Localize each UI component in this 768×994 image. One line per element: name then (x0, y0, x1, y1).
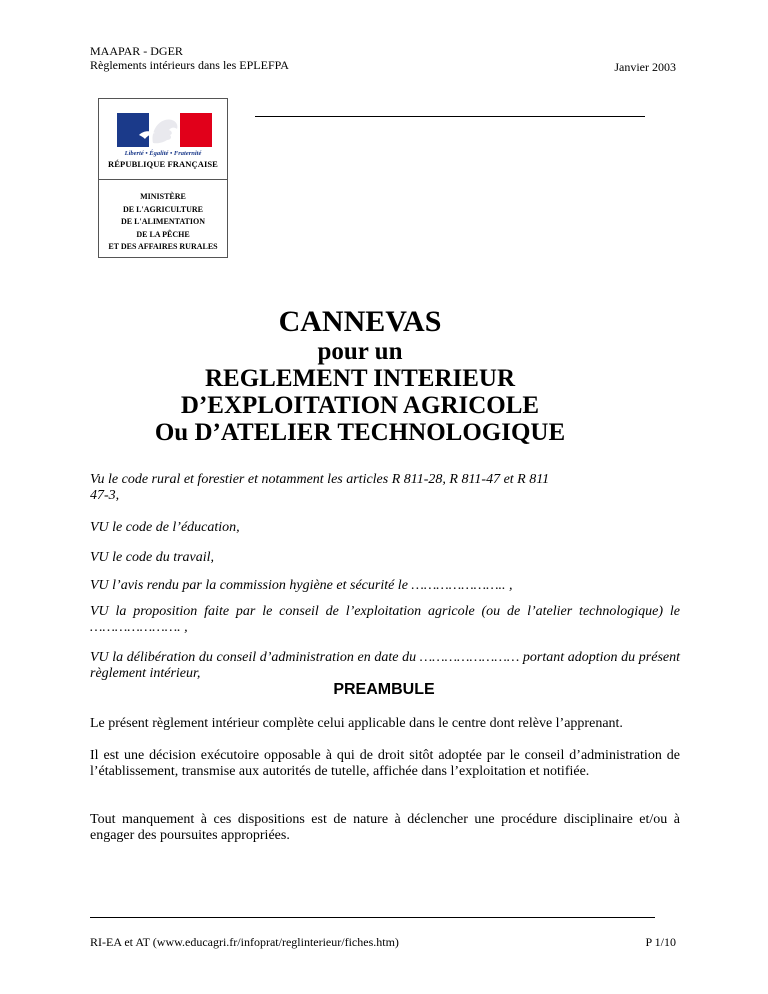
title-line: REGLEMENT INTERIEUR (204, 365, 516, 392)
ministry-line: MINISTÈRE (140, 192, 186, 201)
vu-clause: VU l’avis rendu par la commission hygiène et sécurité le ………………….. , (90, 578, 513, 593)
footer-rule (90, 917, 655, 918)
header-left (90, 44, 289, 72)
vu-clause: VU la délibération du conseil d’administration en date du …………………… portant adoption du présent règlement intérieur, (90, 650, 680, 681)
ministry-line: DE L'AGRICULTURE (123, 204, 203, 214)
header-date: Janvier 2003 (614, 60, 676, 74)
footer-source: RI-EA et AT (www.educagri.fr/infoprat/reglinterieur/fiches.htm) (90, 935, 399, 949)
vu-clause: VU le code du travail, (90, 550, 215, 565)
vu-clause: VU le code de l’éducation, (90, 520, 240, 535)
title-line: D’EXPLOITATION AGRICOLE (180, 392, 540, 419)
document-title (60, 306, 660, 446)
preambule-paragraph: Tout manquement à ces dispositions est de nature à déclencher une procédure disciplinaire et/ou à engager des poursuites appropriées. (90, 812, 680, 843)
preambule-heading: PREAMBULE (333, 681, 435, 698)
logo-motto: Liberté • Égalité • Fraternité (124, 150, 202, 157)
marianne-flag-icon (117, 113, 212, 147)
preambule-paragraph: Il est une décision exécutoire opposable à qui de droit sitôt adoptée par le conseil d’administration de l’établissement, transmise aux autorités de tutelle, affichée dans l’exploitation et notifiée. (90, 748, 680, 779)
ministry-line: DE L'ALIMENTATION (121, 217, 205, 226)
title-line: pour un (317, 338, 403, 365)
preambule-paragraph: Le présent règlement intérieur complète celui applicable dans le centre dont relève l’apprenant. (90, 716, 623, 731)
title-line: CANNEVAS (278, 305, 442, 338)
ministry-line: DE LA PÊCHE (136, 229, 190, 239)
title-line: Ou D’ATELIER TECHNOLOGIQUE (154, 419, 566, 446)
logo-divider (99, 179, 227, 180)
footer-page-number: P 1/10 (645, 935, 676, 949)
logo-republic: RÉPUBLIQUE FRANÇAISE (108, 159, 218, 169)
logo-ministry (99, 191, 227, 254)
vu-clause: Vu le code rural et forestier et notamment les articles R 811-28, R 811-47 et R 811 47-3, (90, 472, 550, 503)
ministry-logo (98, 98, 228, 258)
ministry-line: ET DES AFFAIRES RURALES (108, 242, 218, 251)
header-subtitle: Règlements intérieurs dans les EPLEFPA (90, 58, 289, 72)
header-rule (255, 116, 645, 117)
vu-clause: VU la proposition faite par le conseil de l’exploitation agricole (ou de l’atelier technologique) le …………………. , (90, 604, 680, 635)
header-org: MAAPAR - DGER (90, 44, 183, 58)
